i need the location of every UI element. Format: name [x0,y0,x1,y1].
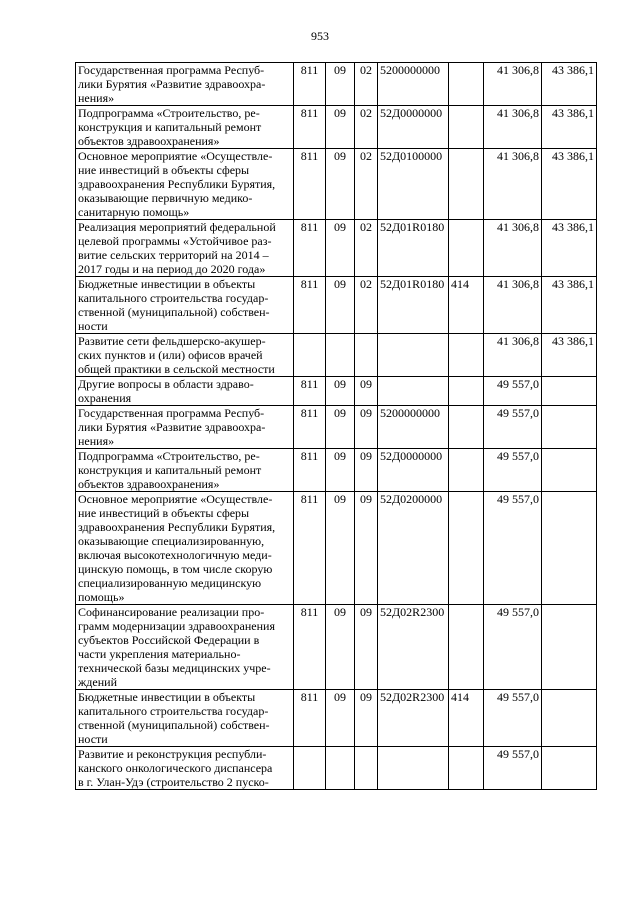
subsection-cell: 09 [355,406,378,449]
table-row [76,63,597,106]
amount-year2-cell [542,492,597,605]
ministry-code-cell [294,747,326,790]
amount-year1-cell: 41 306,8 [484,277,542,334]
target-article-cell [378,334,449,377]
ministry-code-cell: 811 [294,149,326,220]
amount-year2-cell [542,747,597,790]
subsection-cell: 02 [355,277,378,334]
row-name-cell: Государственная программа Респуб- лики Бурятия «Развитие здравоохра- нения» [76,63,294,106]
amount-year1-cell: 49 557,0 [484,449,542,492]
section-cell: 09 [326,220,355,277]
target-article-cell [378,747,449,790]
ministry-code-cell: 811 [294,492,326,605]
target-article-cell [378,377,449,406]
ministry-code-cell: 811 [294,690,326,747]
table-row [76,149,597,220]
subsection-cell: 09 [355,492,378,605]
table-row [76,747,597,790]
amount-year2-cell [542,605,597,690]
amount-year1-cell: 49 557,0 [484,492,542,605]
table-row [76,492,597,605]
amount-year1-cell: 41 306,8 [484,149,542,220]
section-cell: 09 [326,277,355,334]
expense-type-cell [449,605,484,690]
expense-type-cell [449,492,484,605]
expense-type-cell [449,377,484,406]
expense-type-cell [449,406,484,449]
subsection-cell: 02 [355,220,378,277]
expense-type-cell [449,149,484,220]
amount-year2-cell: 43 386,1 [542,220,597,277]
amount-year1-cell: 41 306,8 [484,106,542,149]
section-cell: 09 [326,605,355,690]
ministry-code-cell: 811 [294,277,326,334]
subsection-cell: 02 [355,63,378,106]
ministry-code-cell: 811 [294,106,326,149]
amount-year2-cell [542,449,597,492]
subsection-cell: 02 [355,149,378,220]
expense-type-cell: 414 [449,277,484,334]
row-name-cell: Основное мероприятие «Осуществле- ние инвестиций в объекты сферы здравоохранения Республики Бурятия, оказывающие первичную медико- санитарную помощь» [76,149,294,220]
amount-year1-cell: 49 557,0 [484,747,542,790]
row-name-cell: Развитие сети фельдшерско-акушер- ских пунктов и (или) офисов врачей общей практики в сельской местности [76,334,294,377]
ministry-code-cell: 811 [294,449,326,492]
amount-year2-cell [542,406,597,449]
row-name-cell: Основное мероприятие «Осуществле- ние инвестиций в объекты сферы здравоохранения Республики Бурятия, оказывающие специализированную, включая высокотехнологичную меди- цинскую помощь, в том числе скорую специализированную медицинскую помощь» [76,492,294,605]
target-article-cell: 52Д01R0180 [378,277,449,334]
amount-year1-cell: 41 306,8 [484,63,542,106]
section-cell: 09 [326,63,355,106]
target-article-cell: 52Д01R0180 [378,220,449,277]
expense-type-cell: 414 [449,690,484,747]
section-cell: 09 [326,377,355,406]
row-name-cell: Софинансирование реализации про- грамм модернизации здравоохранения субъектов Российской Федерации в части укрепления материально- технической базы медицинских учре- ждений [76,605,294,690]
ministry-code-cell: 811 [294,605,326,690]
ministry-code-cell: 811 [294,377,326,406]
target-article-cell: 5200000000 [378,406,449,449]
section-cell [326,747,355,790]
table-row [76,334,597,377]
page-number: 953 [311,29,329,43]
row-name-cell: Бюджетные инвестиции в объекты капитального строительства государ- ственной (муниципальной) собствен- ности [76,690,294,747]
amount-year2-cell: 43 386,1 [542,149,597,220]
subsection-cell: 09 [355,690,378,747]
amount-year1-cell: 49 557,0 [484,377,542,406]
expense-type-cell [449,63,484,106]
amount-year2-cell: 43 386,1 [542,63,597,106]
table-row [76,277,597,334]
table-row [76,106,597,149]
target-article-cell: 52Д0000000 [378,449,449,492]
amount-year1-cell: 49 557,0 [484,406,542,449]
amount-year2-cell: 43 386,1 [542,277,597,334]
amount-year2-cell [542,377,597,406]
amount-year1-cell: 49 557,0 [484,690,542,747]
table-row [76,406,597,449]
table-row [76,605,597,690]
table-row [76,220,597,277]
target-article-cell: 52Д02R2300 [378,605,449,690]
table-row [76,690,597,747]
subsection-cell: 02 [355,106,378,149]
amount-year2-cell: 43 386,1 [542,106,597,149]
section-cell: 09 [326,449,355,492]
row-name-cell: Бюджетные инвестиции в объекты капитального строительства государ- ственной (муниципальной) собствен- ности [76,277,294,334]
amount-year1-cell: 49 557,0 [484,605,542,690]
row-name-cell: Государственная программа Респуб- лики Бурятия «Развитие здравоохра- нения» [76,406,294,449]
row-name-cell: Подпрограмма «Строительство, ре- конструкция и капитальный ремонт объектов здравоохранения» [76,106,294,149]
row-name-cell: Развитие и реконструкция республи- канского онкологического диспансера в г. Улан-Удэ (строительство 2 пуско- [76,747,294,790]
target-article-cell: 52Д0000000 [378,106,449,149]
row-name-cell: Подпрограмма «Строительство, ре- конструкция и капитальный ремонт объектов здравоохранения» [76,449,294,492]
subsection-cell: 09 [355,605,378,690]
subsection-cell: 09 [355,377,378,406]
section-cell: 09 [326,106,355,149]
target-article-cell: 52Д02R2300 [378,690,449,747]
amount-year2-cell: 43 386,1 [542,334,597,377]
section-cell: 09 [326,492,355,605]
expense-type-cell [449,334,484,377]
expense-type-cell [449,106,484,149]
table-row [76,377,597,406]
amount-year1-cell: 41 306,8 [484,334,542,377]
target-article-cell: 52Д0200000 [378,492,449,605]
ministry-code-cell: 811 [294,220,326,277]
expense-type-cell [449,449,484,492]
amount-year2-cell [542,690,597,747]
ministry-code-cell [294,334,326,377]
expense-type-cell [449,220,484,277]
target-article-cell: 5200000000 [378,63,449,106]
section-cell: 09 [326,406,355,449]
section-cell [326,334,355,377]
row-name-cell: Другие вопросы в области здраво- охранения [76,377,294,406]
budget-table [75,62,597,790]
target-article-cell: 52Д0100000 [378,149,449,220]
table-row [76,449,597,492]
ministry-code-cell: 811 [294,406,326,449]
section-cell: 09 [326,690,355,747]
expense-type-cell [449,747,484,790]
subsection-cell [355,747,378,790]
ministry-code-cell: 811 [294,63,326,106]
section-cell: 09 [326,149,355,220]
subsection-cell [355,334,378,377]
subsection-cell: 09 [355,449,378,492]
row-name-cell: Реализация мероприятий федеральной целевой программы «Устойчивое раз- витие сельских территорий на 2014 – 2017 годы и на период до 2020 года» [76,220,294,277]
amount-year1-cell: 41 306,8 [484,220,542,277]
